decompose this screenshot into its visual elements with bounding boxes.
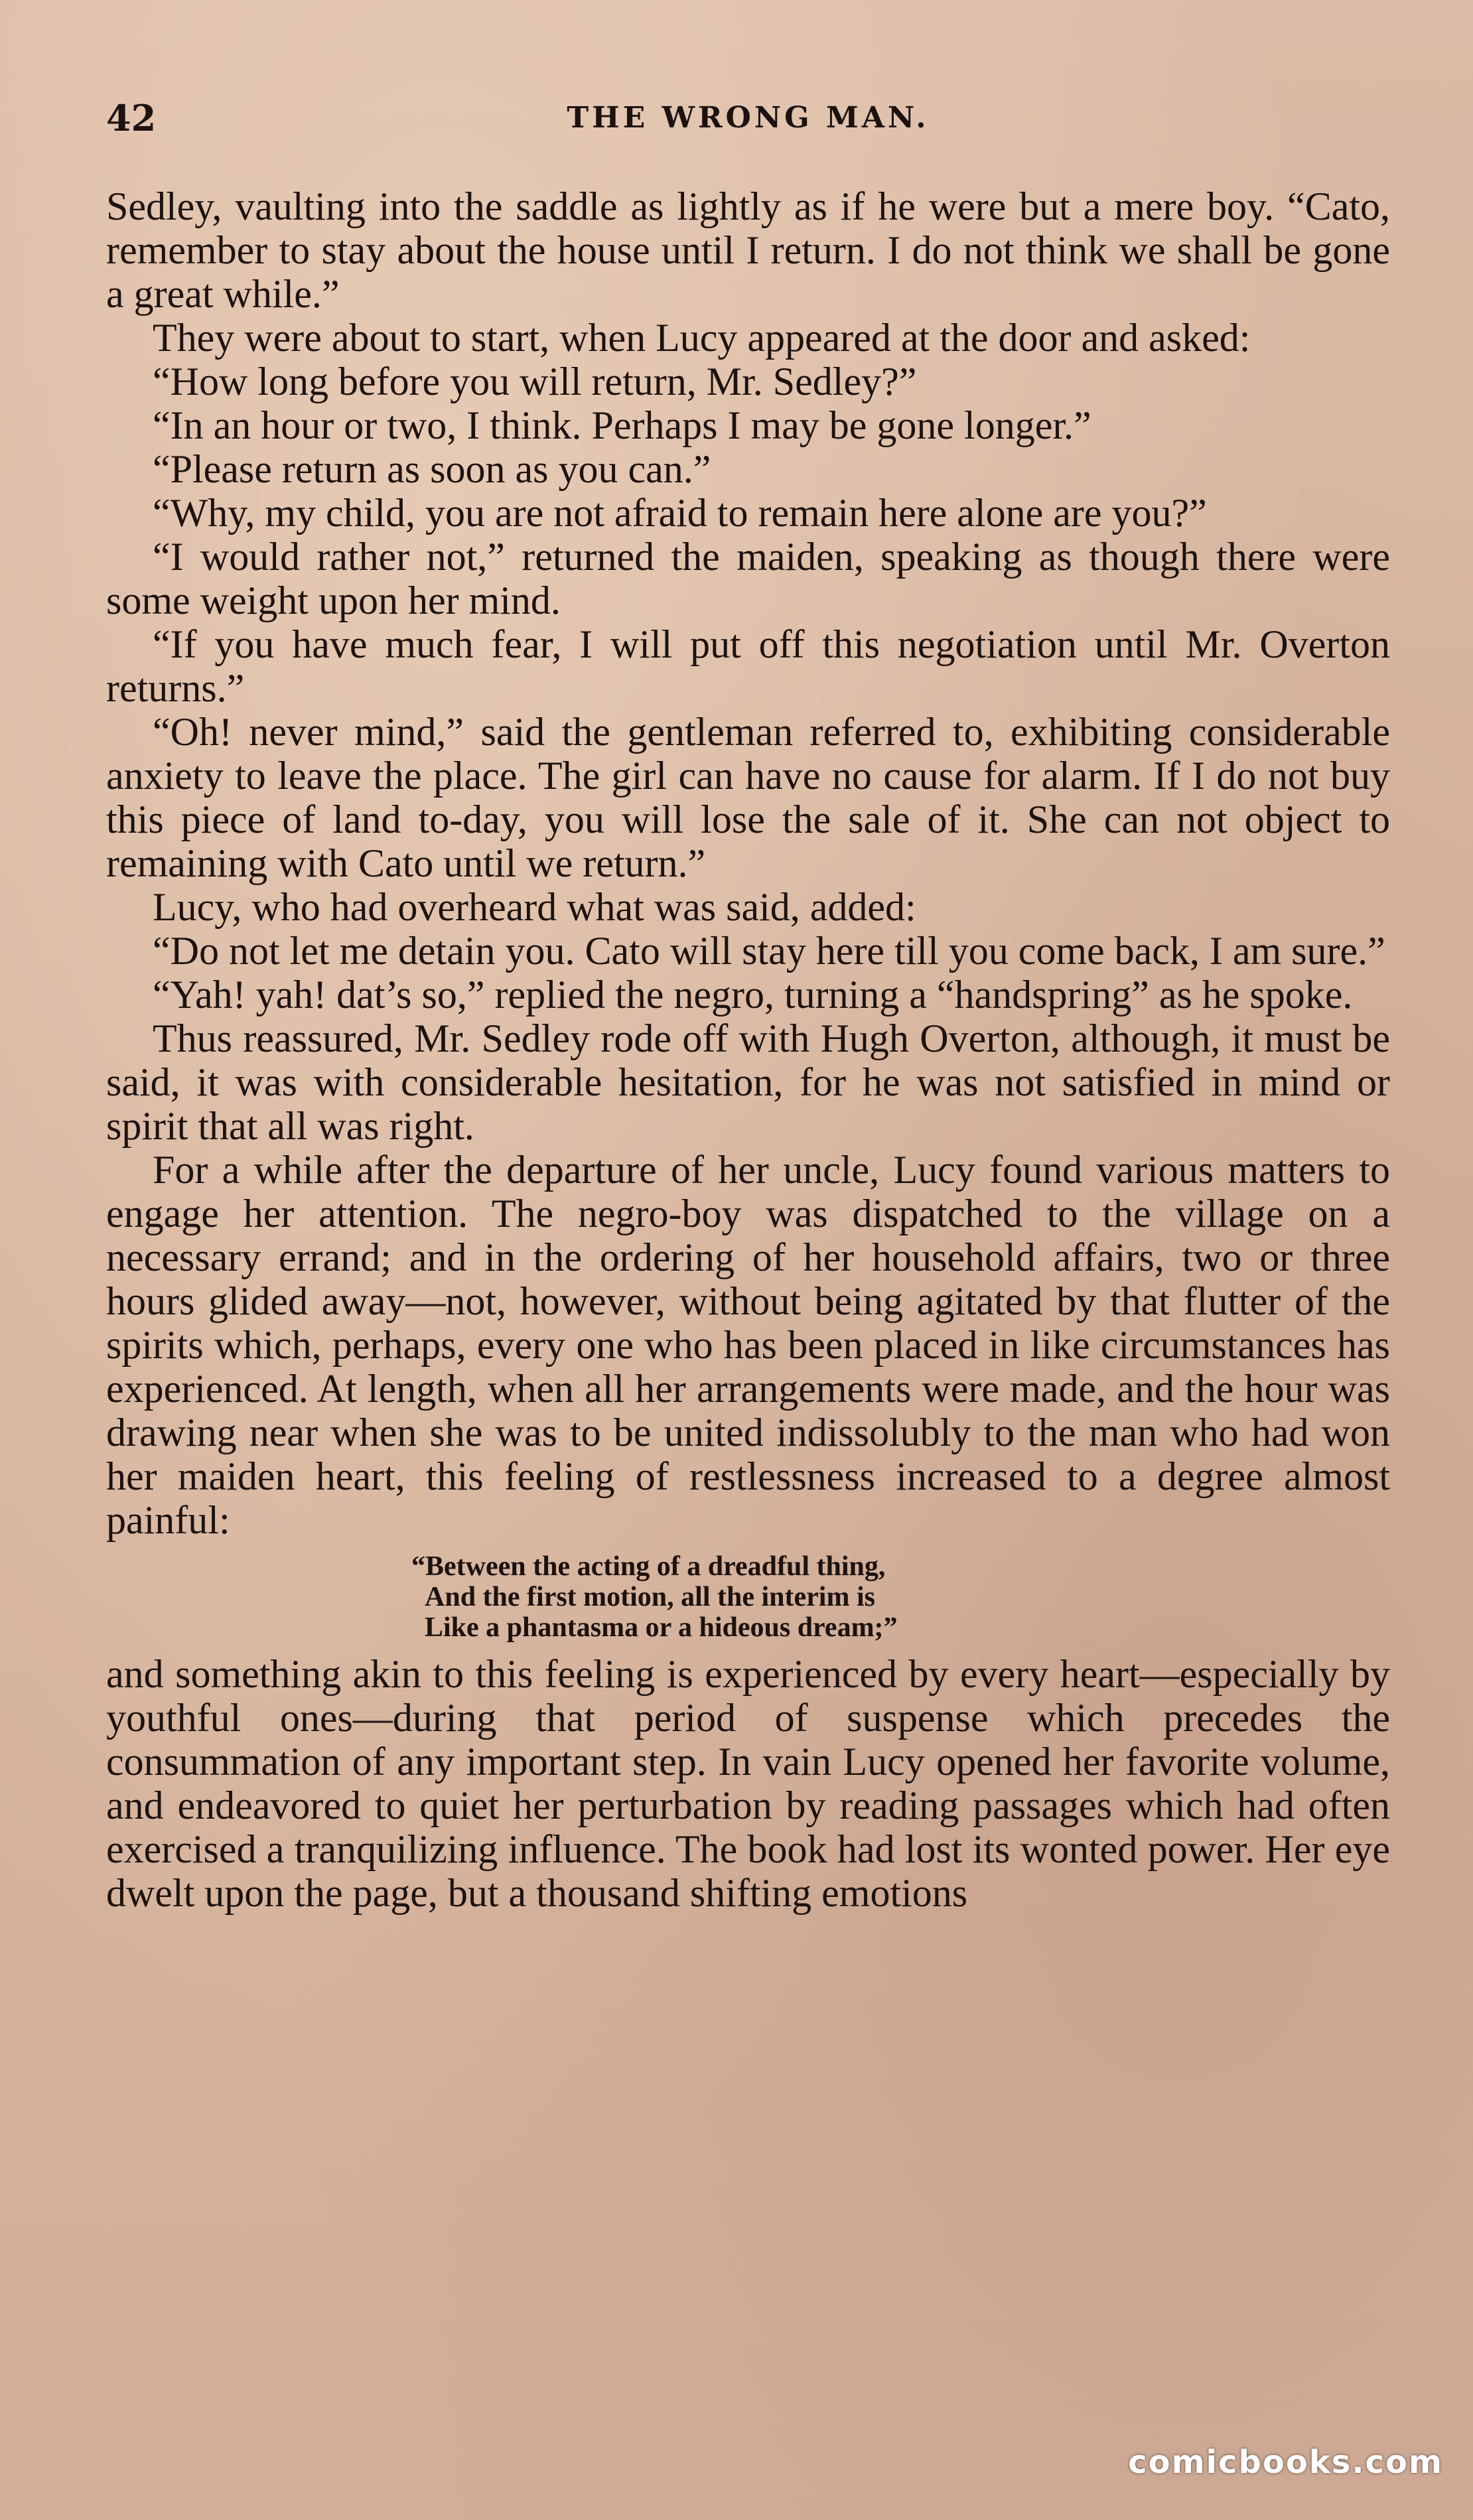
page-header [106,92,1390,145]
paragraph: “Please return as soon as you can.” [153,447,711,491]
paragraph: “Do not let me detain you. Cato will stay here till you come back, I am sure.” [153,929,1385,973]
paragraph: “Yah! yah! dat’s so,” replied the negro, turning a “handspring” as he spoke. [153,973,1353,1016]
paragraph: They were about to start, when Lucy appeared at the door and asked: [153,316,1251,360]
paragraph: Thus reassured, Mr. Sedley rode off with Hugh Overton, although, it must be said, it was with considerable hesitation, for he was not satisfied in mind or spirit that all was right. [106,1016,1390,1148]
paragraph: “I would rather not,” returned the maiden, speaking as though there were some weight upon her mind. [106,535,1390,622]
verse-line: And the first motion, all the interim is [425,1582,875,1612]
paragraph: “Oh! never mind,” said the gentleman referred to, exhibiting considerable anxiety to leave the place. The girl can have no cause for alarm. If I do not buy this piece of land to-day, you will lose the sale of it. She can not object to remaining with Cato until we return.” [106,710,1390,885]
paragraph: For a while after the departure of her uncle, Lucy found various matters to engage her attention. The negro-boy was dispatched to the village on a necessary errand; and in the ordering of her household affairs, two or three hours glided away—not, however, without being agitated by that flutter of the spirits which, perhaps, every one who has been placed in like circumstances has experienced. At length, when all her arrangements were made, and the hour was drawing near when she was to be united indissolubly to the man who had won her maiden heart, this feeling of restlessness increased to a degree almost painful: [106,1148,1390,1542]
paragraph: “Why, my child, you are not afraid to remain here alone are you?” [153,491,1207,535]
paragraph: “In an hour or two, I think. Perhaps I may be gone longer.” [153,403,1091,447]
page-number: 42 [106,97,157,139]
paragraph: “How long before you will return, Mr. Sedley?” [153,360,917,403]
verse-line: Like a phantasma or a hideous dream;” [425,1612,898,1643]
paragraph-continuation: Sedley, vaulting into the saddle as lightly as if he were but a mere boy. “Cato, remember to stay about the house until I return. I do not think we shall be gone a great while.” [106,184,1390,316]
verse-line: “Between the acting of a dreadful thing, [411,1551,886,1582]
paragraph: Lucy, who had overheard what was said, added: [153,885,916,929]
paragraph: “If you have much fear, I will put off this negotiation until Mr. Overton returns.” [106,622,1390,710]
paragraph-continuation: and something akin to this feeling is experienced by every heart—especially by youthful ones—during that period of suspense which precedes the consummation of any important step. In vain Lucy opened her favorite volume, and endeavored to quiet her perturbation by reading passages which had often exercised a tranquilizing influence. The book had lost its wonted power. Her eye dwelt upon the page, but a thousand shifting emotions [106,1652,1390,1915]
watermark: comicbooks.com [1128,2444,1443,2481]
running-head: THE WRONG MAN. [567,101,930,135]
text-body [106,184,1390,1915]
verse-quote [411,1551,1390,1643]
